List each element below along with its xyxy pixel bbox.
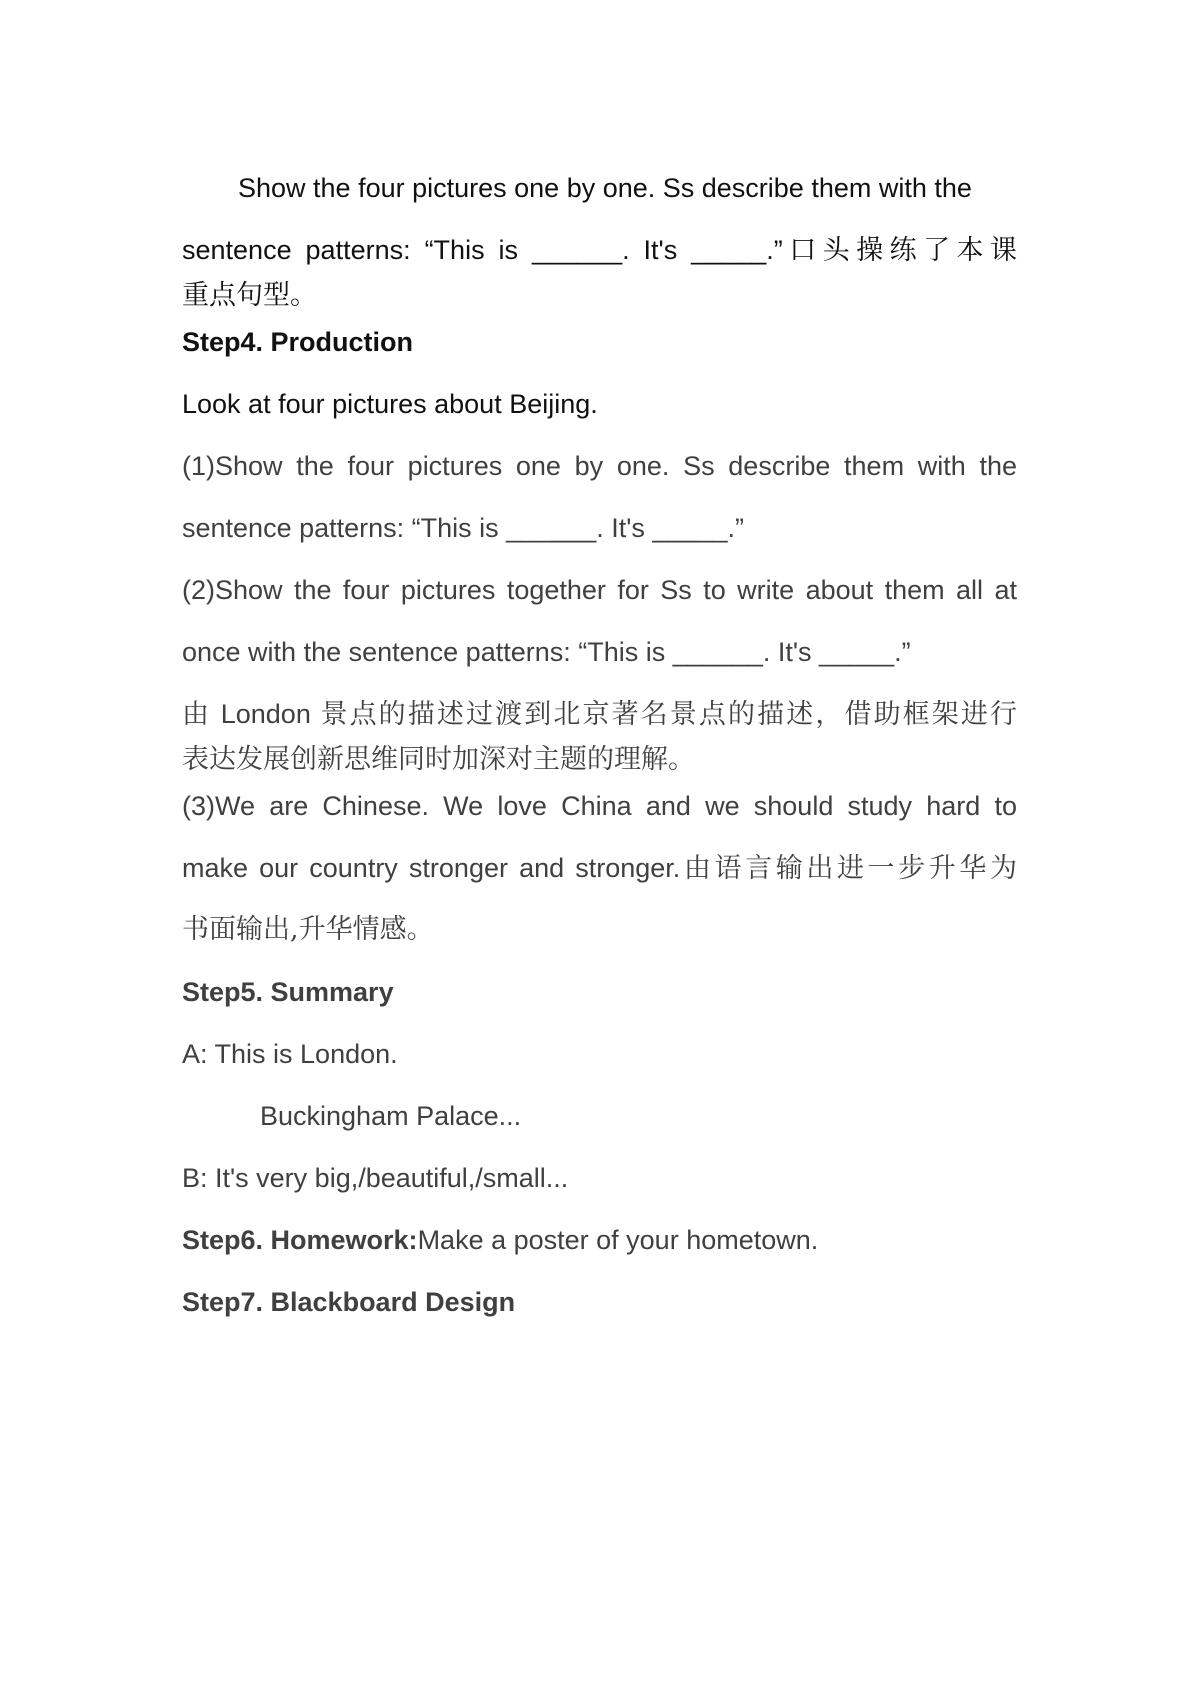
text-run-chinese: 表达发展创新思维同时加深对主题的理解。: [182, 744, 695, 775]
text-run: A: This is London.: [182, 1039, 398, 1069]
heading-text: Step5. Summary: [182, 977, 394, 1007]
text-run: (3)We are Chinese. We love China and we should study hard to: [182, 791, 1017, 821]
section-heading-step7: [182, 1284, 1017, 1320]
text-run: make our country stronger and stronger.: [182, 853, 681, 883]
text-run: (1)Show the four pictures one by one. Ss describe them with the: [182, 451, 1017, 481]
paragraph-line: [182, 278, 1017, 314]
paragraph-line: [182, 1036, 1017, 1072]
text-run-chinese: 重点句型。: [182, 280, 317, 311]
section-heading-step6: [182, 1222, 1017, 1258]
heading-text: Step6. Homework:: [182, 1225, 418, 1255]
text-run-chinese: 景点的描述过渡到北京著名景点的描述，借助框架进行: [320, 699, 1017, 730]
paragraph-line: [182, 912, 1017, 948]
text-run: sentence patterns: “This is ______. It's _____.”: [182, 235, 783, 265]
paragraph-line: [182, 232, 1017, 269]
paragraph-line: [182, 696, 1017, 733]
paragraph-line: [182, 742, 1017, 778]
paragraph-line: [182, 1160, 1017, 1196]
heading-text: Step4. Production: [182, 327, 414, 357]
text-run: Make a poster of your hometown.: [417, 1225, 819, 1255]
heading-text: Step7. Blackboard Design: [182, 1287, 516, 1317]
paragraph-line: [182, 386, 1017, 422]
paragraph-line: [182, 510, 1017, 546]
text-run: Show the four pictures one by one. Ss describe them with the: [238, 173, 972, 203]
text-run: Look at four pictures about Beijing.: [182, 389, 598, 419]
text-run-chinese: 由语言输出进一步升华为: [680, 853, 1017, 884]
paragraph-line: [182, 448, 1017, 484]
text-run: B: It's very big,/beautiful,/small...: [182, 1163, 569, 1193]
text-run-chinese: 由: [182, 699, 212, 730]
section-heading-step4: [182, 324, 1017, 360]
paragraph-line: [260, 1098, 1017, 1134]
section-heading-step5: [182, 974, 1017, 1010]
paragraph-line: [182, 572, 1017, 608]
paragraph-line: [238, 170, 1017, 206]
text-run: once with the sentence patterns: “This is ______. It's _____.”: [182, 637, 911, 667]
paragraph-line: [182, 634, 1017, 670]
text-run: Buckingham Palace...: [260, 1101, 522, 1131]
paragraph-line: [182, 788, 1017, 824]
text-run: London: [211, 699, 321, 729]
text-run-chinese: 书面输出,升华情感。: [182, 914, 434, 945]
text-run-chinese: 口头操练了本课: [782, 235, 1017, 266]
paragraph-line: [182, 850, 1017, 887]
text-run: sentence patterns: “This is ______. It's _____.”: [182, 513, 744, 543]
text-run: (2)Show the four pictures together for Ss to write about them all at: [182, 575, 1017, 605]
